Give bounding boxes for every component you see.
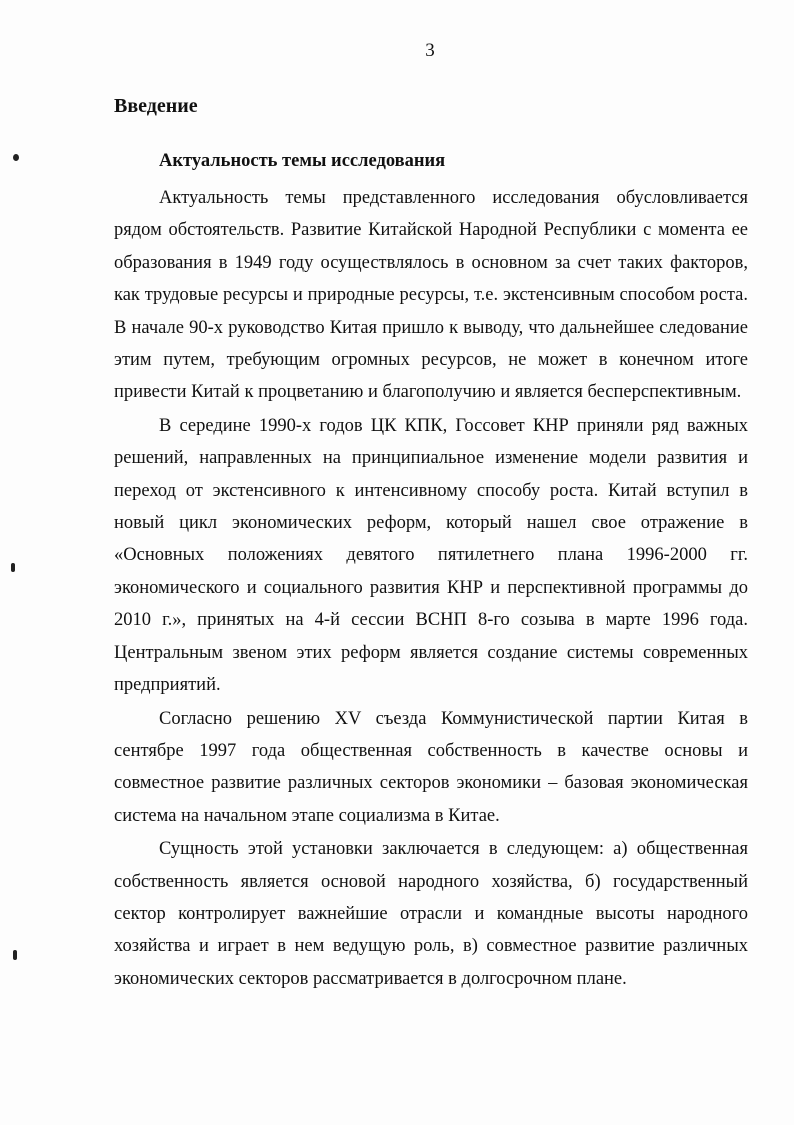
paragraph-4: Сущность этой установки заключается в следующем: а) общественная собственность является основой народного хозяйства, б) государственный сектор контролирует важнейшие отрасли и командные высоты народного хозяйства и играет в нем ведущую роль, в) совместное развитие различных экономических секторов рассматривается в долгосрочном плане. — [114, 839, 748, 989]
scan-speck-middle — [11, 563, 15, 572]
subsection-heading: Актуальность темы исследования — [159, 151, 446, 171]
body-text — [114, 182, 748, 996]
scan-speck-bottom — [13, 950, 17, 960]
page-number: 3 — [425, 40, 435, 61]
paragraph-2: В середине 1990-х годов ЦК КПК, Госсовет КНР приняли ряд важных решений, направленных на принципиальное изменение модели развития и переход от экстенсивного к интенсивному способу роста. Китай вступил в новый цикл экономических реформ, который нашел свое отражение в «Основных положениях девятого пятилетнего плана 1996-2000 гг. экономического и социального развития КНР и перспективной программы до 2010 г.», принятых на 4-й сессии ВСНП 8-го созыва в марте 1996 года. Центральным звеном этих реформ является создание системы современных предприятий. — [114, 415, 748, 696]
section-heading: Введение — [114, 95, 198, 117]
scan-speck-top — [13, 154, 19, 161]
paragraph-3: Согласно решению XV съезда Коммунистической партии Китая в сентябре 1997 года общественная собственность в качестве основы и совместное развитие различных секторов экономики – базовая экономическая система на начальном этапе социализма в Китае. — [114, 708, 748, 826]
paragraph-1: Актуальность темы представленного исследования обусловливается рядом обстоятельств. Развитие Китайской Народной Республики с момента ее образования в 1949 году осуществлялось в основном за счет таких факторов, как трудовые ресурсы и природные ресурсы, т.е. экстенсивным способом роста. В начале 90-х руководство Китая пришло к выводу, что дальнейшее следование этим путем, требующим огромных ресурсов, не может в конечном итоге привести Китай к процветанию и благополучию и является бесперспективным. — [114, 188, 748, 403]
